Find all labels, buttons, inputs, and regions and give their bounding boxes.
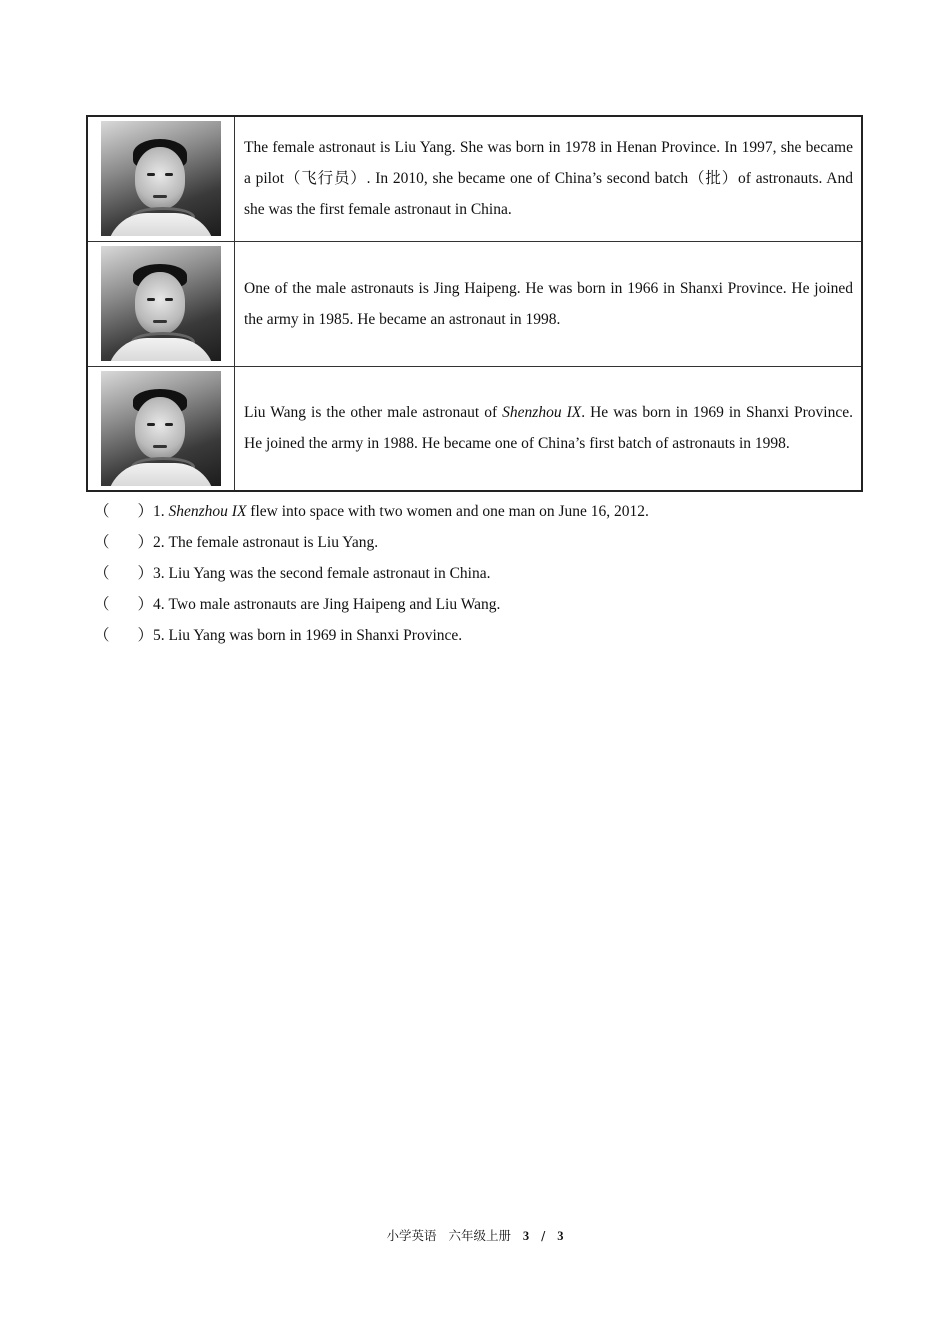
astronaut-info-table <box>86 115 863 492</box>
question-item <box>94 589 854 620</box>
photo-cell <box>87 366 235 491</box>
page-current: 3 <box>522 1229 530 1243</box>
astronaut-description <box>235 366 863 491</box>
page-separator: / <box>541 1228 546 1243</box>
male-astronaut-portrait-icon <box>101 246 221 361</box>
question-text: Liu Yang was born in 1969 in Shanxi Province. <box>168 627 463 644</box>
question-text: Two male astronauts are Jing Haipeng and Liu Wang. <box>168 596 501 613</box>
page-total: 3 <box>557 1229 564 1243</box>
astronaut-description: The female astronaut is Liu Yang. She was born in 1978 in Henan Province. In 1997, she became a pilot（飞行员）. In 2010, she became one of China’s second batch（批）of astronauts. And she was the first female astronaut in China. <box>235 116 863 241</box>
table-row <box>87 366 862 491</box>
answer-blank[interactable]: （ ） <box>94 596 154 613</box>
question-item <box>94 620 854 651</box>
question-item <box>94 527 854 558</box>
photo-cell <box>87 241 235 366</box>
spacecraft-name: Shenzhou IX <box>168 503 247 520</box>
answer-blank[interactable]: （ ） <box>94 565 154 582</box>
page-footer <box>0 1226 950 1244</box>
question-text: Shenzhou IX flew into space with two women and one man on June 16, 2012. <box>168 503 649 520</box>
table-row <box>87 241 862 366</box>
spacecraft-name: Shenzhou IX <box>502 404 582 422</box>
question-item <box>94 558 854 589</box>
footer-subject: 小学英语 <box>386 1228 437 1243</box>
true-false-questions <box>94 496 854 651</box>
answer-blank[interactable]: （ ） <box>94 534 154 551</box>
question-number: 5. <box>153 627 165 644</box>
question-number: 4. <box>153 596 165 613</box>
question-number: 3. <box>153 565 165 582</box>
description-text: . He was born in 1969 in Shanxi Province. He joined the army in 1988. He became one of China’s first batch of astronauts in 1998. <box>244 404 853 453</box>
question-text: The female astronaut is Liu Yang. <box>168 534 379 551</box>
footer-grade: 六年级上册 <box>448 1228 511 1243</box>
description-text: Liu Wang is the other male astronaut of <box>244 404 503 422</box>
question-item <box>94 496 854 527</box>
question-number: 2. <box>153 534 165 551</box>
answer-blank[interactable]: （ ） <box>94 627 154 644</box>
answer-blank[interactable]: （ ） <box>94 503 154 520</box>
female-astronaut-portrait-icon <box>101 121 221 236</box>
table-row <box>87 116 862 241</box>
photo-cell <box>87 116 235 241</box>
question-text: Liu Yang was the second female astronaut in China. <box>168 565 491 582</box>
astronaut-description: One of the male astronauts is Jing Haipeng. He was born in 1966 in Shanxi Province. He joined the army in 1985. He became an astronaut in 1998. <box>235 241 863 366</box>
male-astronaut-portrait-icon <box>101 371 221 486</box>
question-number: 1. <box>153 503 165 520</box>
